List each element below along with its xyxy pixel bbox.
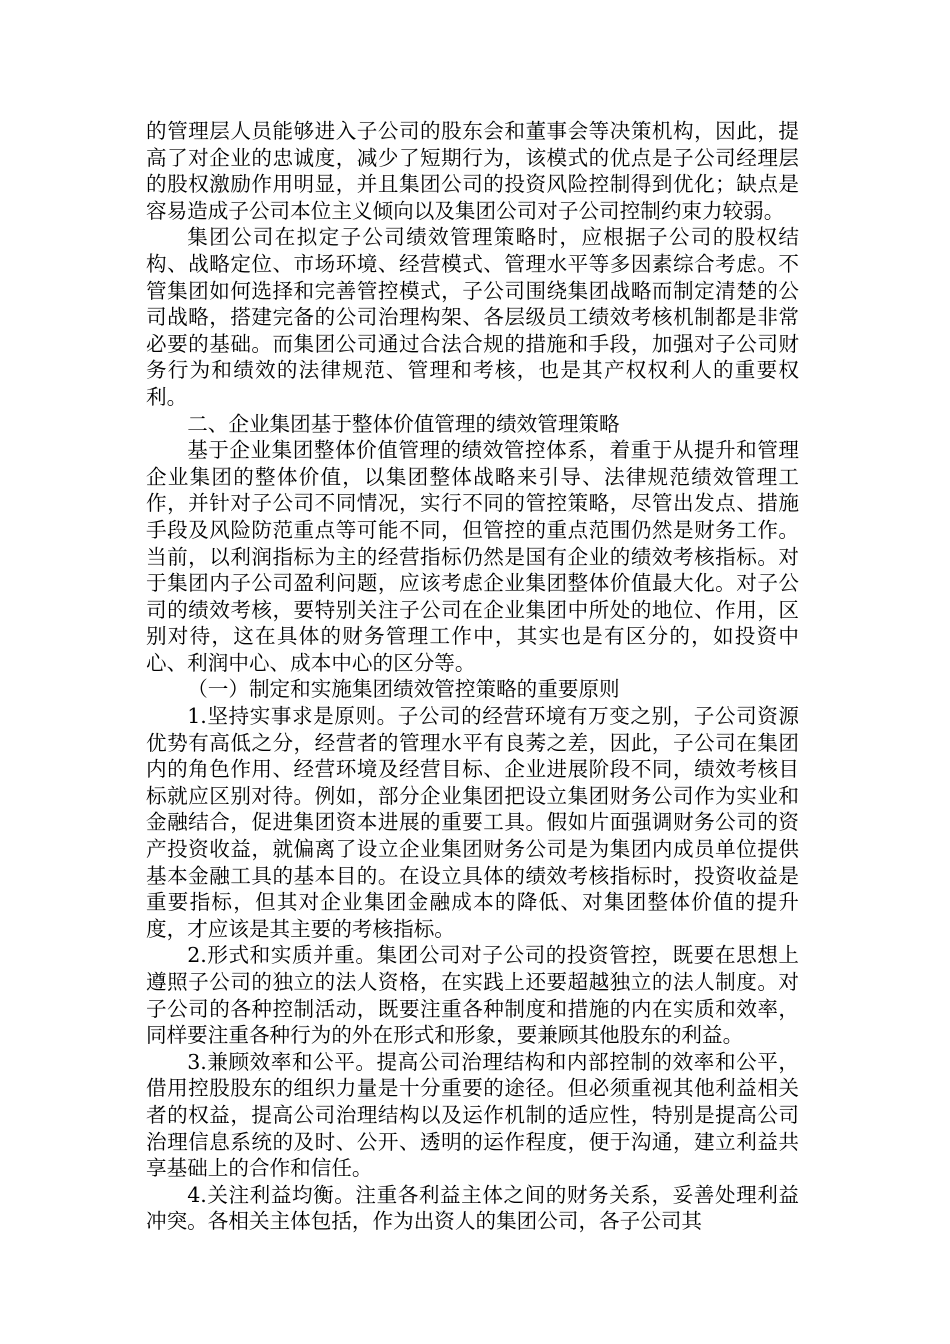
paragraph-principle-1: 1.坚持实事求是原则。子公司的经营环境有万变之别，子公司资源优势有高低之分，经营者的管理水平有良莠之差，因此，子公司在集团内的角色作用、经营环境及经营目标、企业进展阶段不同，绩效考核目标就应区别对待。例如，部分企业集团把设立集团财务公司作为实业和金融结合，促进集团资本进展的重要工具。假如片面强调财务公司的资产投资收益，就偏离了设立企业集团财务公司是为集团内成员单位提供基本金融工具的基本目的。在设立具体的绩效考核指标时，投资收益是重要指标，但其对企业集团金融成本的降低、对集团整体价值的提升度，才应该是其主要的考核指标。 xyxy=(146,704,799,941)
document-page xyxy=(146,118,799,1235)
paragraph-principle-4: 4.关注利益均衡。注重各利益主体之间的财务关系，妥善处理利益冲突。各相关主体包括，作为出资人的集团公司，各子公司其 xyxy=(146,1182,799,1234)
paragraph-value-management: 基于企业集团整体价值管理的绩效管控体系，着重于从提升和管理企业集团的整体价值，以集团整体战略来引导、法律规范绩效管理工作，并针对子公司不同情况，实行不同的管控策略，尽管出发点、措施手段及风险防范重点等可能不同，但管控的重点范围仍然是财务工作。当前，以利润指标为主的经营指标仍然是国有企业的绩效考核指标。对于集团内子公司盈利问题，应该考虑企业集团整体价值最大化。对子公司的绩效考核，要特别关注子公司在企业集团中所处的地位、作用，区别对待，这在具体的财务管理工作中，其实也是有区分的，如投资中心、利润中心、成本中心的区分等。 xyxy=(146,438,799,675)
paragraph-performance-strategy: 集团公司在拟定子公司绩效管理策略时，应根据子公司的股权结构、战略定位、市场环境、经营模式、管理水平等多因素综合考虑。不管集团如何选择和完善管控模式，子公司围绕集团战略而制定清楚的公司战略，搭建完备的公司治理构架、各层级员工绩效考核机制都是非常必要的基础。而集团公司通过合法合规的措施和手段，加强对子公司财务行为和绩效的法律规范、管理和考核，也是其产权权利人的重要权利。 xyxy=(146,225,799,409)
paragraph-principle-3: 3.兼顾效率和公平。提高公司治理结构和内部控制的效率和公平，借用控股股东的组织力量是十分重要的途径。但必须重视其他利益相关者的权益，提高公司治理结构以及运作机制的适应性，特别是提高公司治理信息系统的及时、公开、透明的运作程度，便于沟通，建立利益共享基础上的合作和信任。 xyxy=(146,1049,799,1181)
paragraph-continuation: 的管理层人员能够进入子公司的股东会和董事会等决策机构，因此，提高了对企业的忠诚度，减少了短期行为，该模式的优点是子公司经理层的股权激励作用明显，并且集团公司的投资风险控制得到优化；缺点是容易造成子公司本位主义倾向以及集团公司对子公司控制约束力较弱。 xyxy=(146,119,799,223)
paragraph-principle-2: 2.形式和实质并重。集团公司对子公司的投资管控，既要在思想上遵照子公司的独立的法人资格，在实践上还要超越独立的法人制度。对子公司的各种控制活动，既要注重各种制度和措施的内在实质和效率，同样要注重各种行为的外在形式和形象，要兼顾其他股东的利益。 xyxy=(146,943,799,1048)
subsection-heading-1: （一）制定和实施集团绩效管控策略的重要原则 xyxy=(187,677,620,702)
section-heading-2: 二、企业集团基于整体价值管理的绩效管理策略 xyxy=(187,411,620,436)
